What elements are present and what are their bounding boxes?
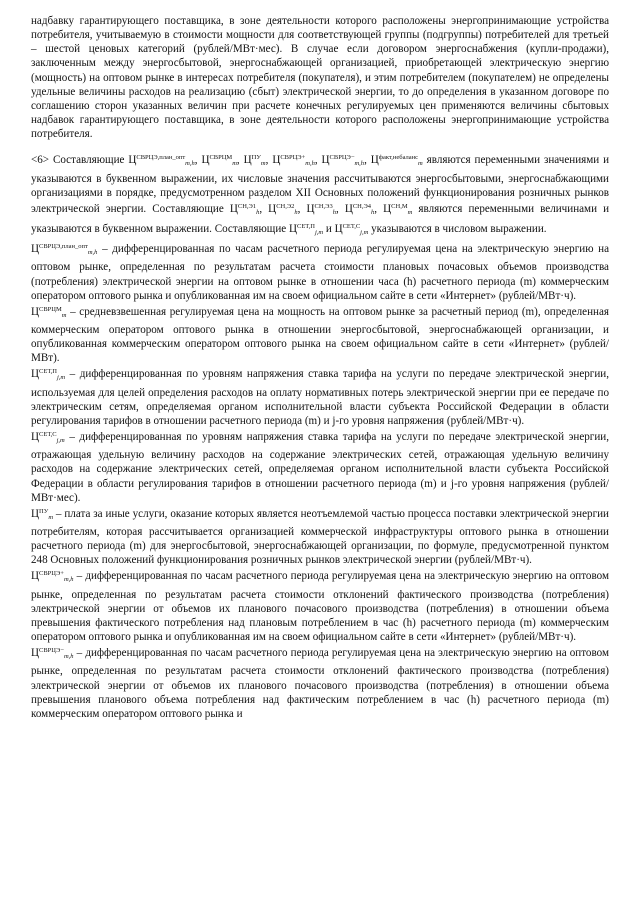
note-6-text-1: являются переменными значениями и указываются в буквенном выражении, их числовые значения рассчитываются энергосбытовыми, энергоснабжающими организациями в порядке, предусмотренном разделом XII Основных положений функционирования розничных рынков электрической энергии. Составляющие <box>31 154 610 215</box>
definition-text: – дифференцированная по часам расчетного периода регулируемая цена на электрическую энергию на оптовом рынке, определенная по результатам расчета стоимости отклонений фактического производства (потребления) электрической энергии от объемов их планового почасового производства (потребления) в отношении объема превышения фактического потребления над плановым потреблением в час (h) расчетного периода (m) коммерческим оператором оптового рынка и опубликованная им на своем официальном сайте в сети «Интернет» (рублей/МВт·ч). <box>31 570 609 644</box>
definition-paragraph <box>31 428 609 505</box>
symbol-pu: $Ц^{ПУ}_m$ <box>243 154 266 168</box>
symbol-sn-e1: $Ц^{СН,Э1}_h$ <box>229 202 260 216</box>
symbol-svrce-plus: $Ц^{СВРЦЭ+}_{m,h}$ <box>272 154 315 168</box>
note-6-text-3: указываются в числовом выражении. <box>371 223 547 236</box>
definition-paragraph <box>31 505 609 568</box>
definition-paragraph <box>31 303 609 366</box>
definition-text: – дифференцированная по часам расчетного периода регулируемая цена на электрическую энергию на оптовом рынке, определенная по результатам расчета стоимости плановых почасовых объемов производства (потребления) электрической энергии на оптовом рынке в отношении часа (h) расчетного периода (m) коммерческим оператором оптового рынка и опубликованная им на своем официальном сайте в сети «Интернет» (рублей/МВт·ч). <box>31 243 609 302</box>
note-6-and: и <box>325 223 332 236</box>
note-6-lead: <6> Составляющие <box>31 154 125 167</box>
definition-text: – дифференцированная по часам расчетного периода регулируемая цена на электрическую энергию на оптовом рынке, определенная по результатам расчета стоимости отклонений фактического производства (потребления) электрической энергии от объемов их планового почасового производства (потребления) в отношении объема превышения планового объема потребления над фактическим потреблением в час (h) расчетного периода (m) коммерческим оператором оптового рынка и <box>31 647 609 720</box>
intro-paragraph: надбавку гарантирующего поставщика, в зоне деятельности которого расположены энергопринимающие устройства потребителя, учитываемую в стоимости мощности для соответствующей группы (подгруппы) потребителей для третьей – шестой ценовых категорий (рублей/МВт·мес). В случае если договором энергоснабжения (купли-продажи), заключенным между энергосбытовой, энергоснабжающей организацией, приобретающей электрическую энергию (мощность) на оптовом рынке в интересах потребителя (покупателя), и этим потребителем (покупателем) не определены удельные величины расходов на реализацию (сбыт) электрической энергии, то до определения в указанном договоре по соглашению сторон указанных величин при расчете конечных регулируемых цен применяются величины сбытовых надбавок гарантирующего поставщика, в зоне деятельности которого расположены энергопринимающие устройства потребителя. <box>31 15 609 141</box>
symbol-fakt-nebalans: $Ц^{факт,небаланс}_m$ <box>370 154 423 168</box>
definition-paragraph <box>31 567 609 644</box>
definition-symbol: $Ц^{СЕТ,С}_{j,m}$ <box>31 431 65 445</box>
definition-symbol: $Ц^{ПУ}_m$ <box>31 507 54 521</box>
definition-paragraph <box>31 644 609 721</box>
definition-text: – плата за иные услуги, оказание которых является неотъемлемой частью процесса поставки электрической энергии потребителям, которая рассчитывается организацией коммерческой инфраструктуры оптового рынка в отношении расчетного периода (m) для энергосбытовой, энергоснабжающей организации, по формуле, предусмотренной пунктом 248 Основных положений функционирования розничных рынков электрической энергии (рублей/МВт·ч). <box>31 507 609 567</box>
symbol-svrce-minus: $Ц^{СВРЦЭ-}_{m,h}$ <box>321 154 365 168</box>
definition-symbol: $Ц^{СВРЦЭ+}_{m,h}$ <box>31 570 74 584</box>
symbol-sn-e4: $Ц^{СН,Э4}_h$ <box>344 202 375 216</box>
symbol-sn-e3: $Ц^{СН,Э3}_h$ <box>306 202 336 216</box>
definition-paragraph <box>31 365 609 428</box>
note-6-paragraph: <6> Составляющие $Ц^{СВРЦЭ,план\_опт}_{m,h}$, $Ц^{СВРЦМ}_m$, $Ц^{ПУ}_m$, $Ц^{СВРЦЭ+}_{m,h}$, $Ц^{СВРЦЭ-}_{m,h}$, $Ц^{факт,небаланс}_m$ являются переменными значениями и указываются в буквенном выражении, их числовые значения рассчитываются энергосбытовыми, энергоснабжающими организациями в порядке, предусмотренном разделом XII Основных положений функционирования розничных рынков электрической энергии. Составляющие $Ц^{СН,Э1}_h$, $Ц^{СН,Э2}_h$, $Ц^{СН,Э3}_h$, $Ц^{СН,Э4}_h$, $Ц^{СН,М}_m$ являются переменными величинами и указываются в буквенном выражении. Составляющие $Ц^{СЕТ,П}_{j,m}$ и $Ц^{СЕТ,С}_{j,m}$ указываются в числовом выражении. <box>31 154 610 237</box>
definition-symbol: $Ц^{СВРЦЭ,план\_опт}_{m,h}$ <box>31 243 98 257</box>
definition-paragraph <box>31 240 609 303</box>
definition-symbol: $Ц^{СВРЦМ}_m$ <box>31 305 67 319</box>
symbol-svrce-plan: $Ц^{СВРЦЭ,план\_опт}_{m,h}$ <box>128 154 195 168</box>
symbol-sn-e2: $Ц^{СН,Э2}_h$ <box>268 202 298 216</box>
definition-text: – средневзвешенная регулируемая цена на мощность на оптовом рынке за расчетный период (m), определенная коммерческим оператором оптового рынка в отношении энергосбытовой, энергоснабжающей организации, и опубликованная коммерческим оператором оптового рынка на своем официальном сайте в сети «Интернет» (рублей/МВт). <box>31 305 609 365</box>
symbol-svrcm: $Ц^{СВРЦМ}_m$ <box>201 154 237 168</box>
note-6-text-2: являются переменными величинами и указываются в буквенном выражении. Составляющие <box>31 202 610 236</box>
symbol-set-p: $Ц^{СЕТ,П}_{j,m}$ <box>288 223 324 237</box>
symbol-sn-m: $Ц^{СН,М}_m$ <box>383 202 413 216</box>
definition-text: – дифференцированная по уровням напряжения ставка тарифа на услуги по передаче электрической энергии, отражающая удельную величину расходов на содержание электрических сетей, отражающая удельную величину расходов на содержание электрических сетей, определяемая органом исполнительной власти субъекта Российской Федерации в области регулирования тарифов в отношении расчетного периода (m) и j-го уровня напряжения (рублей/МВт·мес). <box>31 431 609 504</box>
definition-text: – дифференцированная по уровням напряжения ставка тарифа на услуги по передаче электрической энергии, используемая для целей определения расходов на оплату нормативных потерь электрической энергии при ее передаче по электрическим сетям, определяемая органом исполнительной власти субъекта Российской Федерации в области регулирования тарифов в отношении расчетного периода (m) и j-го уровня напряжения (рублей/МВт·ч). <box>31 368 609 427</box>
definition-symbol: $Ц^{СЕТ,П}_{j,m}$ <box>31 368 66 382</box>
symbol-set-s: $Ц^{СЕТ,С}_{j,m}$ <box>334 223 369 237</box>
definition-symbol: $Ц^{СВРЦЭ-}_{m,h}$ <box>31 647 74 661</box>
paragraph-gap <box>31 141 609 151</box>
